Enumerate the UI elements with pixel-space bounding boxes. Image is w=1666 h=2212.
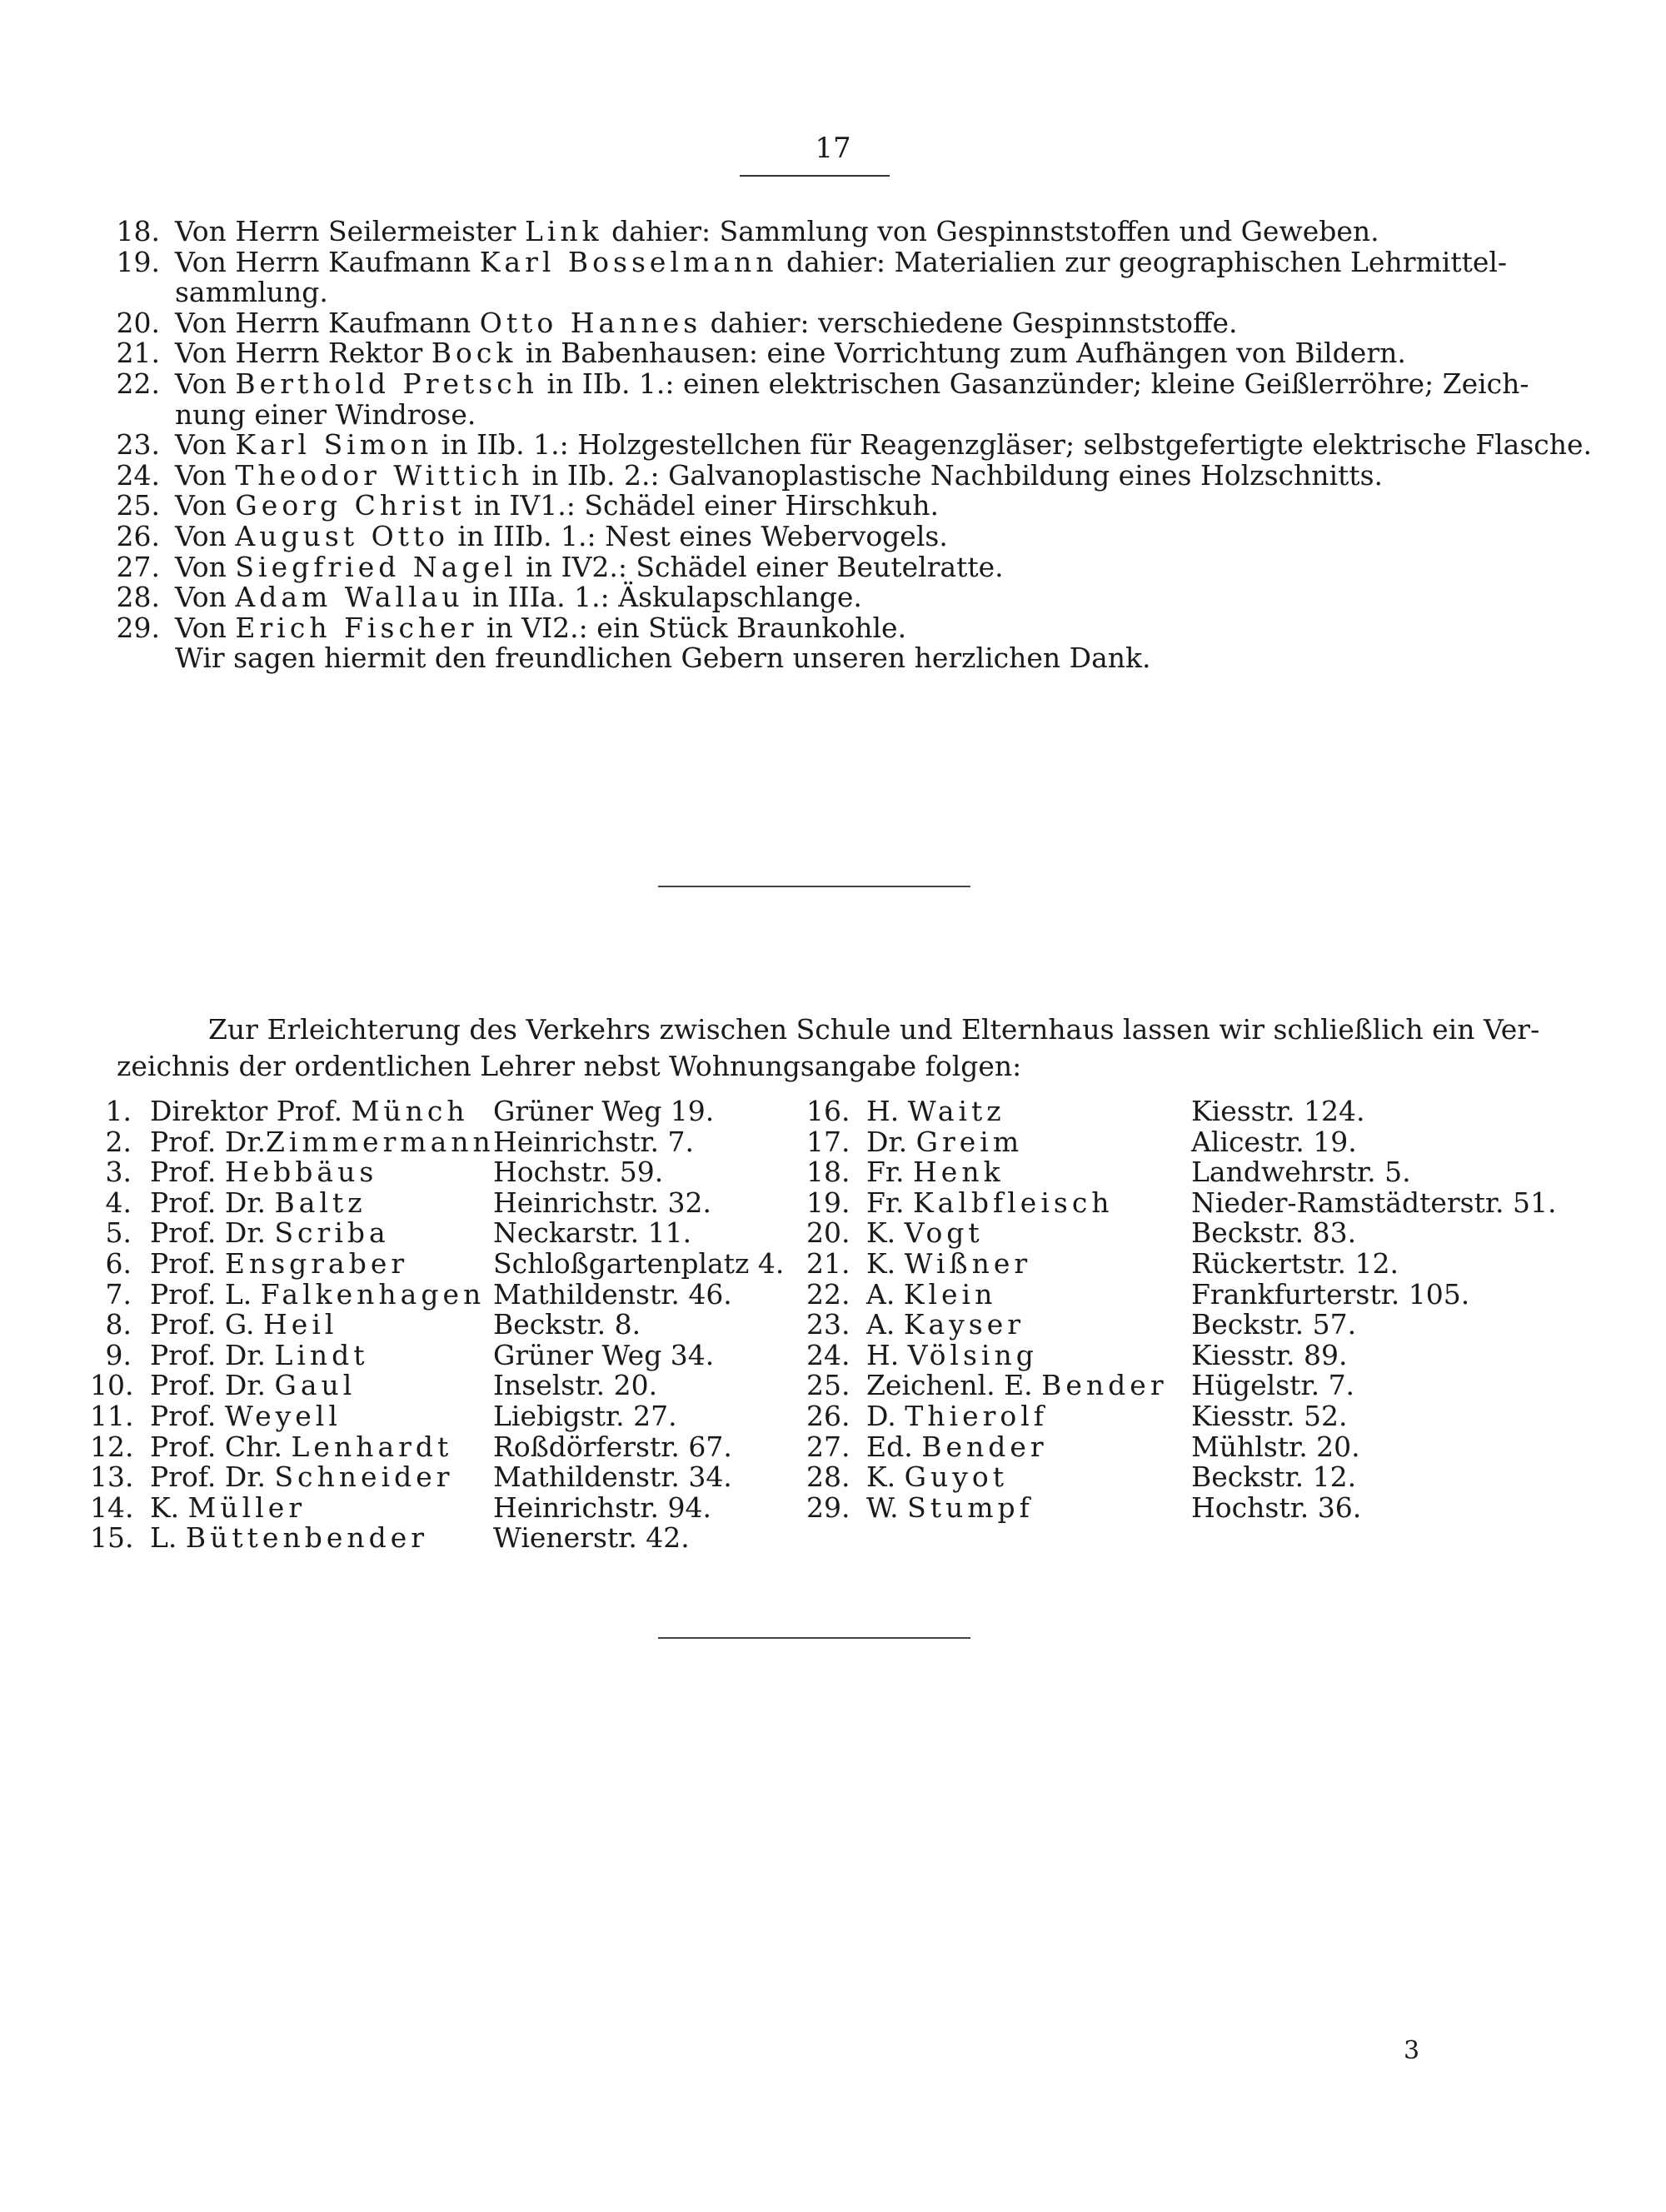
donation-detail: dahier: Materialien zur geographischen Lehrmittel-	[777, 246, 1508, 278]
teacher-name: Scriba	[274, 1216, 390, 1249]
teacher-title: L.	[150, 1521, 186, 1554]
donation-number: 23.	[116, 428, 160, 461]
donation-text: Von	[175, 489, 236, 522]
teacher-name: Greim	[915, 1126, 1024, 1158]
teacher-name: Guyot	[904, 1461, 1009, 1493]
donation-text: Von Herrn Rektor	[175, 337, 431, 369]
teacher-title: K.	[866, 1461, 905, 1493]
donation-text: Von	[175, 612, 236, 644]
teacher-number: 3.	[105, 1156, 132, 1188]
teacher-address: Alicestr. 19.	[1191, 1126, 1357, 1158]
donation-line	[108, 246, 1507, 279]
teacher-address: Roßdörferstr. 67.	[493, 1431, 732, 1463]
teacher-number: 25.	[806, 1369, 850, 1401]
teacher-address: Liebigstr. 27.	[493, 1400, 677, 1432]
teacher-name: Kalbfleisch	[913, 1186, 1114, 1219]
teacher-number: 29.	[806, 1491, 850, 1524]
teacher-name: Waitz	[907, 1095, 1005, 1127]
teacher-name: Hebbäus	[224, 1156, 378, 1188]
teacher-number: 22.	[806, 1278, 850, 1311]
teacher-address: Kiesstr. 124.	[1191, 1095, 1365, 1127]
donation-number: 28.	[116, 581, 160, 613]
teacher-address: Wienerstr. 42.	[493, 1521, 690, 1554]
teacher-address: Beckstr. 83.	[1191, 1216, 1357, 1249]
teacher-name: Weyell	[224, 1400, 342, 1432]
teacher-name: Müller	[187, 1491, 307, 1524]
teacher-title: Prof. Dr.	[150, 1186, 275, 1219]
donation-text: Von	[175, 581, 236, 613]
intro-line-1: Zur Erleichterung des Verkehrs zwischen Schule und Elternhaus lassen wir schließlich ein Ver-	[208, 1013, 1540, 1046]
teacher-name: Henk	[913, 1156, 1005, 1188]
teacher-title: K.	[150, 1491, 188, 1524]
teacher-number: 4.	[105, 1186, 132, 1219]
donation-number: 19.	[116, 246, 160, 278]
donation-line	[108, 307, 1238, 340]
section-divider	[658, 886, 970, 887]
teacher-number: 26.	[806, 1400, 850, 1432]
teacher-address: Landwehrstr. 5.	[1191, 1156, 1411, 1188]
donation-detail: in Babenhausen: eine Vorrichtung zum Aufhängen von Bildern.	[516, 337, 1406, 369]
teacher-address: Hochstr. 36.	[1191, 1491, 1362, 1524]
donation-text: Von	[175, 459, 236, 492]
teacher-number: 9.	[105, 1339, 132, 1371]
teacher-number: 11.	[90, 1400, 134, 1432]
teacher-address: Hügelstr. 7.	[1191, 1369, 1355, 1401]
teacher-name: Kayser	[903, 1308, 1025, 1341]
donation-text: Von Herrn Seilermeister	[175, 215, 525, 247]
teacher-number: 17.	[806, 1126, 850, 1158]
teacher-title: Direktor Prof.	[150, 1095, 352, 1127]
donation-text: Wir sagen hiermit den freundlichen Gebern unseren herzlichen Dank.	[175, 642, 1151, 674]
teacher-address: Heinrichstr. 94.	[493, 1491, 711, 1524]
donation-text: Von	[175, 428, 236, 461]
donation-detail: in IIb. 1.: Holzgestellchen für Reagenzgläser; selbstgefertigte elektrische Flasche.	[432, 428, 1593, 461]
donor-name: Adam Wallau	[235, 581, 464, 613]
page-number: 17	[815, 132, 851, 165]
teacher-address: Mathildenstr. 46.	[493, 1278, 732, 1311]
donor-name: Karl Simon	[235, 428, 433, 461]
teacher-name: Stumpf	[907, 1491, 1034, 1524]
donor-name: Georg Christ	[235, 489, 466, 522]
teacher-name: Büttenbender	[185, 1521, 429, 1554]
donation-number: 18.	[116, 215, 160, 247]
donation-detail: dahier: verschiedene Gespinnststoffe.	[701, 307, 1238, 339]
teacher-address: Heinrichstr. 32.	[493, 1186, 711, 1219]
teacher-number: 8.	[105, 1308, 132, 1341]
teacher-address: Inselstr. 20.	[493, 1369, 658, 1401]
teacher-number: 2.	[105, 1126, 132, 1158]
teacher-number: 7.	[105, 1278, 132, 1311]
teacher-name: Lenhardt	[291, 1431, 453, 1463]
teacher-title: Prof. Dr.	[150, 1339, 275, 1371]
teacher-number: 6.	[105, 1247, 132, 1280]
donation-detail: in IV1.: Schädel einer Hirschkuh.	[465, 489, 939, 522]
teacher-name: Schneider	[274, 1461, 454, 1493]
teacher-number: 19.	[806, 1186, 850, 1219]
donation-line	[108, 428, 1592, 462]
teacher-title: Prof. Chr.	[150, 1431, 292, 1463]
teacher-address: Heinrichstr. 7.	[493, 1126, 694, 1158]
teacher-title: Zeichenl. E.	[866, 1369, 1042, 1401]
teacher-title: Prof. L.	[150, 1278, 261, 1311]
donation-detail: dahier: Sammlung von Gespinnststoffen und Geweben.	[602, 215, 1379, 247]
teacher-address: Rückertstr. 12.	[1191, 1247, 1399, 1280]
teacher-title: Fr.	[866, 1156, 914, 1188]
teacher-title: Prof. Dr.	[150, 1461, 275, 1493]
donor-name: Otto Hannes	[479, 307, 702, 339]
donor-name: Bock	[431, 337, 517, 369]
sheet-number: 3	[1404, 2036, 1420, 2065]
donation-line	[108, 551, 1004, 584]
donor-name: Siegfried Nagel	[235, 551, 517, 583]
teacher-title: Prof.	[150, 1400, 225, 1432]
donation-text: nung einer Windrose.	[175, 398, 476, 431]
donation-detail: in IIIb. 1.: Nest eines Webervogels.	[449, 520, 948, 552]
teacher-address: Frankfurterstr. 105.	[1191, 1278, 1470, 1311]
teacher-address: Schloßgartenplatz 4.	[493, 1247, 785, 1280]
teacher-title: K.	[866, 1247, 905, 1280]
donor-name: Link	[524, 215, 603, 247]
donation-text: Von Herrn Kaufmann	[175, 246, 480, 278]
donation-line	[108, 215, 1379, 248]
teacher-title: Prof. Dr.	[150, 1126, 266, 1158]
donation-number: 25.	[116, 489, 160, 522]
donation-number: 29.	[116, 612, 160, 644]
donation-number: 20.	[116, 307, 160, 339]
teacher-number: 10.	[90, 1369, 134, 1401]
teacher-title: Prof.	[150, 1247, 225, 1280]
donation-line	[108, 520, 948, 553]
teacher-address: Beckstr. 57.	[1191, 1308, 1357, 1341]
donation-text: Von	[175, 551, 236, 583]
teacher-address: Neckarstr. 11.	[493, 1216, 692, 1249]
teacher-title: A.	[866, 1278, 904, 1311]
donation-detail: in VI2.: ein Stück Braunkohle.	[477, 612, 907, 644]
teacher-address: Nieder-Ramstädterstr. 51.	[1191, 1186, 1557, 1219]
donation-line	[108, 367, 1529, 401]
donation-text: Von	[175, 367, 236, 400]
donation-line	[175, 398, 476, 432]
donor-name: Karl Bosselmann	[479, 246, 778, 278]
donor-name: Theodor Wittich	[235, 459, 524, 492]
donation-number: 21.	[116, 337, 160, 369]
teacher-title: Ed.	[866, 1431, 922, 1463]
donation-line	[108, 459, 1383, 492]
donation-detail: in IIb. 2.: Galvanoplastische Nachbildung eines Holzschnitts.	[523, 459, 1383, 492]
closing-divider	[658, 1637, 970, 1639]
donation-line	[108, 612, 906, 645]
teacher-title: Prof. Dr.	[150, 1216, 275, 1249]
teacher-address: Hochstr. 59.	[493, 1156, 664, 1188]
teacher-name: Baltz	[274, 1186, 367, 1219]
teacher-title: Prof. G.	[150, 1308, 264, 1341]
teacher-number: 24.	[806, 1339, 850, 1371]
teacher-address: Grüner Weg 19.	[493, 1095, 715, 1127]
teacher-number: 21.	[806, 1247, 850, 1280]
teacher-title: A.	[866, 1308, 904, 1341]
teacher-number: 15.	[90, 1521, 134, 1554]
teacher-name: Thierolf	[905, 1400, 1049, 1432]
teacher-title: H.	[866, 1095, 908, 1127]
teacher-name: Falkenhagen	[260, 1278, 486, 1311]
teacher-number: 5.	[105, 1216, 132, 1249]
donation-line	[108, 581, 862, 614]
teacher-name: Klein	[903, 1278, 997, 1311]
donation-line	[108, 489, 939, 522]
donation-number: 22.	[116, 367, 160, 400]
teacher-address: Beckstr. 8.	[493, 1308, 641, 1341]
teacher-name: Lindt	[274, 1339, 369, 1371]
donation-line	[175, 642, 1151, 675]
teacher-name: Ensgraber	[224, 1247, 409, 1280]
donation-number: 26.	[116, 520, 160, 552]
teacher-number: 27.	[806, 1431, 850, 1463]
donor-name: Berthold Pretsch	[235, 367, 538, 400]
teacher-name: Zimmermann	[265, 1126, 495, 1158]
page-number-rule	[740, 175, 890, 177]
teacher-number: 16.	[806, 1095, 850, 1127]
teacher-number: 14.	[90, 1491, 134, 1524]
donation-number: 24.	[116, 459, 160, 492]
teacher-title: H.	[866, 1339, 908, 1371]
teacher-number: 28.	[806, 1461, 850, 1493]
teacher-name: Völsing	[907, 1339, 1038, 1371]
teacher-name: Münch	[351, 1095, 469, 1127]
teacher-number: 20.	[806, 1216, 850, 1249]
teacher-number: 1.	[105, 1095, 132, 1127]
donation-detail: in IIIa. 1.: Äskulapschlange.	[463, 581, 862, 613]
teacher-name: Heil	[263, 1308, 338, 1341]
teacher-address: Kiesstr. 89.	[1191, 1339, 1348, 1371]
teacher-number: 13.	[90, 1461, 134, 1493]
donation-detail: in IIb. 1.: einen elektrischen Gasanzünder; kleine Geißlerröhre; Zeich-	[537, 367, 1529, 400]
teacher-title: Fr.	[866, 1186, 914, 1219]
teacher-name: Bender	[921, 1431, 1048, 1463]
donation-text: Von	[175, 520, 236, 552]
donation-line	[175, 276, 328, 309]
donation-text: sammlung.	[175, 276, 328, 308]
teacher-address: Mathildenstr. 34.	[493, 1461, 732, 1493]
teacher-name: Wißner	[904, 1247, 1032, 1280]
teacher-address: Grüner Weg 34.	[493, 1339, 715, 1371]
teacher-number: 23.	[806, 1308, 850, 1341]
donation-line	[108, 337, 1406, 370]
teacher-number: 18.	[806, 1156, 850, 1188]
teacher-title: D.	[866, 1400, 905, 1432]
teacher-title: Prof. Dr.	[150, 1369, 275, 1401]
teacher-name: Vogt	[904, 1216, 984, 1249]
teacher-title: W.	[866, 1491, 908, 1524]
teacher-address: Mühlstr. 20.	[1191, 1431, 1360, 1463]
teacher-number: 12.	[90, 1431, 134, 1463]
teacher-address: Beckstr. 12.	[1191, 1461, 1357, 1493]
donation-text: Von Herrn Kaufmann	[175, 307, 480, 339]
donor-name: August Otto	[235, 520, 450, 552]
donation-number: 27.	[116, 551, 160, 583]
donation-detail: in IV2.: Schädel einer Beutelratte.	[516, 551, 1004, 583]
teacher-title: K.	[866, 1216, 905, 1249]
intro-line-2: zeichnis der ordentlichen Lehrer nebst Wohnungsangabe folgen:	[117, 1050, 1022, 1082]
teacher-name: Gaul	[274, 1369, 357, 1401]
teacher-title: Dr.	[866, 1126, 916, 1158]
teacher-name: Bender	[1041, 1369, 1168, 1401]
teacher-address: Kiesstr. 52.	[1191, 1400, 1348, 1432]
donor-name: Erich Fischer	[235, 612, 478, 644]
teacher-title: Prof.	[150, 1156, 225, 1188]
